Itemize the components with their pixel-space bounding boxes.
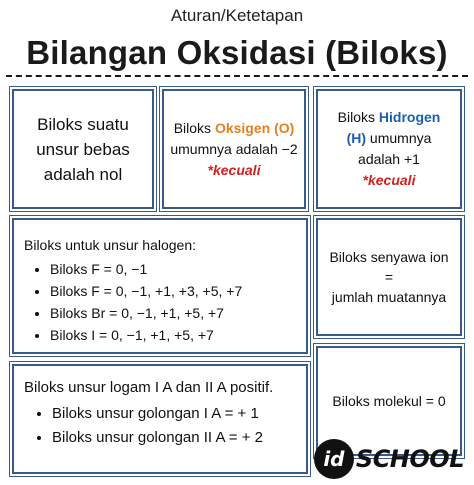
oxygen-line-2: umumnya adalah −2 [170, 140, 298, 157]
title-divider [6, 75, 468, 77]
oxygen-exception: *kecuali [207, 161, 261, 178]
hydrogen-suffix: umumnya [366, 130, 432, 146]
ion-line-2: = [384, 269, 394, 285]
page-subtitle: Aturan/Ketetapan [170, 6, 304, 25]
oxygen-line-1 [174, 118, 295, 139]
hydrogen-box [316, 89, 462, 209]
metal-heading: Biloks unsur logam I A dan II A positif. [24, 379, 274, 396]
logo-circle [314, 439, 354, 479]
hydrogen-prefix: Biloks [337, 109, 379, 125]
halogen-box [12, 218, 308, 354]
hydrogen-highlight: Hidrogen [378, 109, 441, 125]
hydrogen-line-1 [338, 107, 441, 128]
oxygen-highlight: Oksigen (O) [214, 119, 295, 136]
free-element-line-1: Biloks suatu [37, 114, 129, 134]
ion-line-3: jumlah muatannya [331, 289, 447, 305]
halogen-list [24, 258, 306, 346]
free-element-line-2: unsur bebas [36, 139, 130, 159]
metal-item: • Biloks unsur golongan II A = + 2 [52, 426, 306, 450]
metal-list [24, 402, 306, 450]
oxygen-prefix: Biloks [173, 119, 215, 136]
halogen-item: • Biloks F = 0, −1 [50, 258, 306, 280]
halogen-heading: Biloks untuk unsur halogen: [24, 237, 196, 253]
ion-box [316, 218, 462, 336]
metal-box [12, 364, 308, 474]
halogen-item: • Biloks F = 0, −1, +1, +3, +5, +7 [50, 280, 306, 302]
oxygen-box [162, 89, 306, 209]
free-element-line-3: adalah nol [43, 164, 123, 184]
halogen-item: • Biloks I = 0, −1, +1, +5, +7 [50, 324, 306, 346]
ion-line-1: Biloks senyawa ion [329, 249, 449, 265]
hydrogen-symbol: (H) [346, 130, 367, 146]
metal-item: • Biloks unsur golongan I A = + 1 [52, 402, 306, 426]
hydrogen-line-2 [347, 128, 432, 149]
free-element-box [12, 89, 154, 209]
molecule-text: Biloks molekul = 0 [332, 393, 446, 409]
hydrogen-exception: *kecuali [362, 172, 416, 188]
logo-word: SCHOOL [355, 445, 464, 473]
logo-part-1: id [323, 447, 345, 471]
page-title: Bilangan Oksidasi (Biloks) [26, 34, 448, 71]
hydrogen-line-3: adalah +1 [358, 151, 420, 167]
halogen-item: • Biloks Br = 0, −1, +1, +5, +7 [50, 302, 306, 324]
idschool-logo [314, 439, 464, 479]
